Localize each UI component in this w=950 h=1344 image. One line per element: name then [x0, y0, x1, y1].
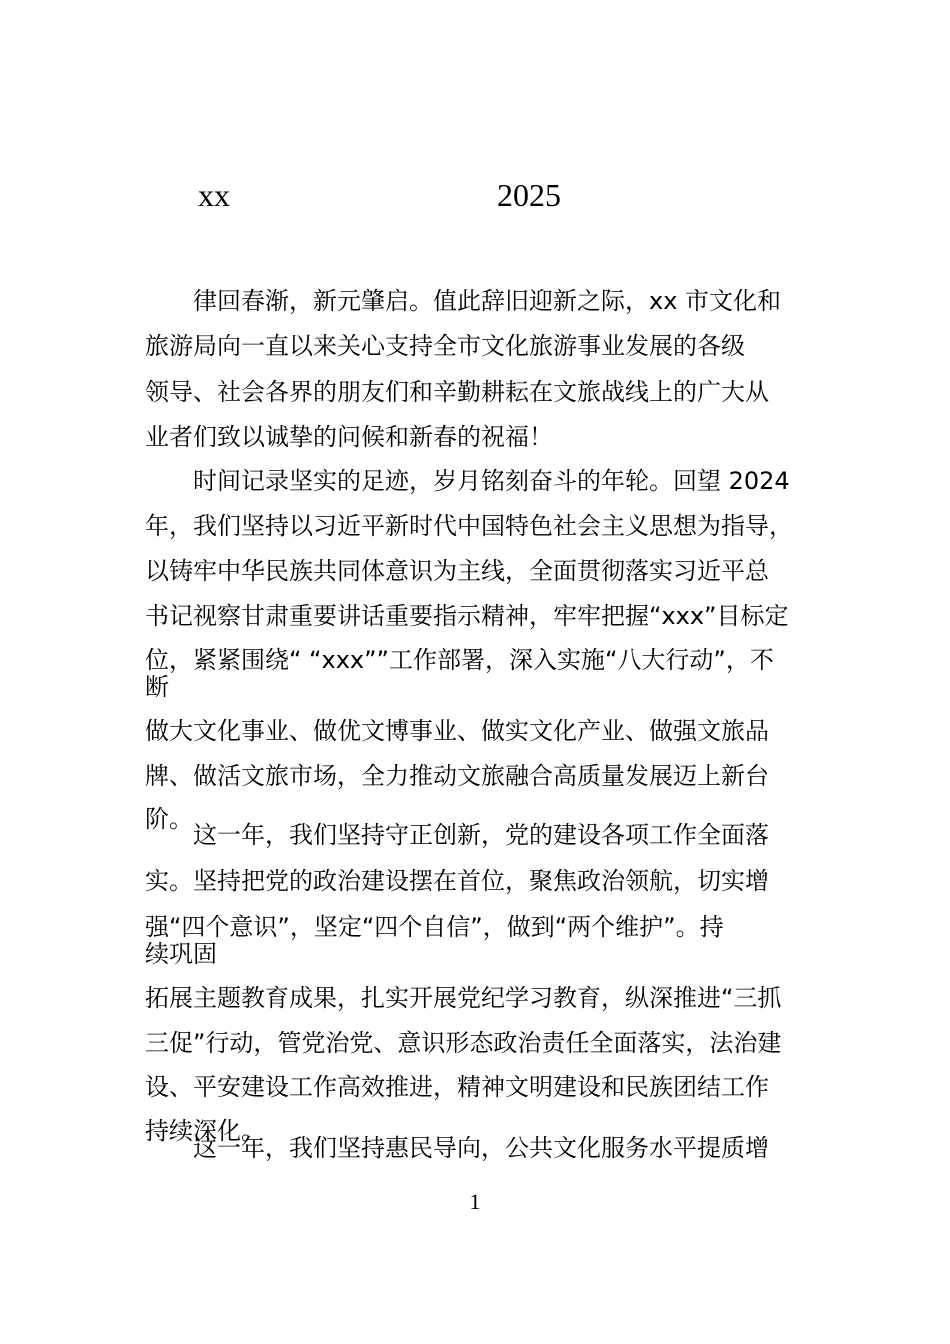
body-line: 持续深化。 [145, 1117, 265, 1145]
body-line: 强“四个意识”，坚定“四个自信”，做到“两个维护”。持 [145, 913, 724, 941]
body-line: 设、平安建设工作高效推进，精神文明建设和民族团结工作 [145, 1073, 769, 1101]
body-line: 续巩固 [145, 940, 217, 968]
body-line: 这一年，我们坚持惠民导向，公共文化服务水平提质增 [193, 1134, 769, 1162]
body-line: 做大文化事业、做优文博事业、做实文化产业、做强文旅品 [145, 717, 769, 745]
page-number: 1 [469, 1189, 481, 1214]
body-line: 实。坚持把党的政治建设摆在首位，聚焦政治领航，切实增 [145, 867, 769, 895]
body-line: 年，我们坚持以习近平新时代中国特色社会主义思想为指导， [145, 512, 793, 540]
title-year: 2025 [497, 177, 561, 213]
body-line: 旅游局向一直以来关心支持全市文化旅游事业发展的各级 [145, 332, 745, 360]
body-line: 三促”行动，管党治党、意识形态政治责任全面落实，法治建 [145, 1029, 782, 1057]
body-line: 律回春渐，新元肇启。值此辞旧迎新之际，xx 市文化和 [193, 287, 782, 315]
body-line: 书记视察甘肃重要讲话重要指示精神，牢牢把握“xxx”目标定 [145, 602, 789, 630]
body-line: 断 [145, 673, 169, 701]
body-line: 这一年，我们坚持守正创新，党的建设各项工作全面落 [193, 821, 769, 849]
title-city: xx [198, 177, 230, 213]
body-line: 阶。 [145, 805, 193, 833]
body-line: 拓展主题教育成果，扎实开展党纪学习教育，纵深推进“三抓 [145, 984, 782, 1012]
body-line: 以铸牢中华民族共同体意识为主线，全面贯彻落实习近平总 [145, 557, 769, 585]
body-line: 位，紧紧围绕“ “xxx””工作部署，深入实施“八大行动”，不 [145, 646, 774, 674]
body-line: 业者们致以诚挚的问候和新春的祝福！ [145, 423, 553, 451]
body-line: 时间记录坚实的足迹，岁月铭刻奋斗的年轮。回望 2024 [193, 467, 790, 495]
body-line: 领导、社会各界的朋友们和辛勤耕耘在文旅战线上的广大从 [145, 378, 769, 406]
body-line: 牌、做活文旅市场，全力推动文旅融合高质量发展迈上新台 [145, 762, 769, 790]
